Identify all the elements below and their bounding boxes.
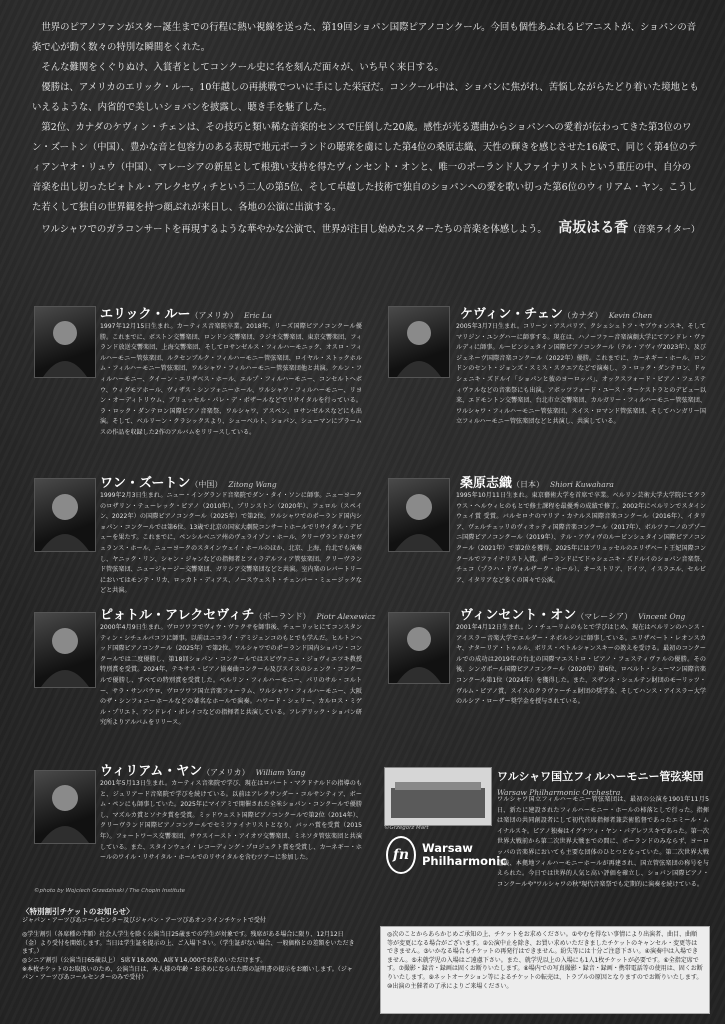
photo-credit: ©photo by Wojciech Grzedzinski / The Chopin Institute [34,888,186,894]
general-notice-box: ◎次のことからあらかじめご承知の上、チケットをお求めください。①やむを得ない事情により出演者、曲目、曲順等が変更になる場合がございます。②公演中止を除き、お買い求めいただきましたチケットのキャンセル・変更等はできません。③いかなる場合もチケットの再発行はできません。紛失等には十分ご注意下さい。④演奏中は入場できません。⑤未就学児の入場はご遠慮下さい。また、就学児以上の入場にも1人1枚チケットが必要です。⑥全指定席です。⑦撮影・録音・録画は固くお断りいたします。⑧場内での写真撮影・録音・録画・携帯電話等の使用は、固くお断りいたします。⑨ネットオークション等によるチケットの転売は、トラブルの原因となりますのでお断りいたします。⑩出演の主催者の了承によりご来場ください。 [380,926,710,1014]
artist-country: （ポーランド） [254,612,311,621]
artist-name-line [100,760,305,779]
artist-bio: 1997年12月15日生まれ。カーティス音楽院卒業。2018年、リーズ国際ピアノコンクール優勝。これまでに、ボストン交響楽団、ロンドン交響楽団、ラジオ交響楽団、東京交響楽団、フィランド放送交響楽団、上海交響楽団、そしてロサンゼルス・フィルハーモニック、オスロ・フィルハーモニー管弦楽団、ルクセンブルク・フィルハーモニー管弦楽団、ロイヤル・ストックホルム・フィルハーモニー管弦楽団、ワルシャワ・フィルハーモニー管弦楽団他と共演。ケルン・フィルハーモニー、クイーン・エリザベス・ホール、エルプ・フィルハーモニー、コンセルトヘボウ、ウィグモアホール、ヴィザス・シンフォニーホール、ワルシャワ・フィルハーモニー、リヨン・オーディトリウム、ブリュッセル・パレ・デ・ボザールなどでリサイタルを行っている。ラ・ロック・ダンテロン国際ピアノ音楽祭、ワルシャワ、アスペン、ロサンゼルスなどにも出演。そして、ベルリーン・クラシックスより、シューベルト、ショパン、シューマンにブラームスの作品を収録した2作のアルバムをリリースしている。 [100,323,362,436]
artist-photo-piotr-alexewicz [34,612,96,688]
artist-photo-shiori-kuwahara [388,478,450,552]
portrait-icon [389,307,449,377]
artist-name: 桑原志織 [460,476,513,491]
artist-roman: Shiori Kuwahara [550,480,614,489]
logo-text [422,842,507,868]
intro-closing-row [32,218,700,240]
artist-bio: 2000年4月9日生まれ。ヴロツワフでヴィウ・ヴァクサを師事後、チューリッヒにてコンスタンティン・シチェルバコフに師事。以前はニコライ・デミジェンコのもとでも学んだ。ヒルトンヘッド国際ピアノコンクール（2025年）で第2位。ワルシャワでのポーランド国内ショパン・コンクールでは二度優勝し、第18回ショパン・コンクールではスピヴァニュ・ジョヴィエツキ教授特別賞を受賞。2024年、テキサス・ピアノ協奏曲コンクール及びスイスのシェンク・コンクールで優勝し、すべての特別賞を受賞した。ベルリン・フィルハーモニー、パリのサル・コルトー、サラ・サンパウロ、ヴロツワフ国立音楽フォーラム、ワルシャワ・フィルハーモニー、大阪のザ・シンフォニーホールなどの著名なホールで演奏。ハワード・シェリー、カルロス・ミゲル・プリエト、アンドレイ・ボレイコなどの指揮者と共演している。フレデリック・ショパン研究所よりアルバムをリリース。 [100,624,362,727]
artist-bio: 2001年5月13日生まれ。カーティス音楽院で学び、現在はロバート・マクドナルドの指導のもと、ジュリアード音楽院で学びを続けている。以前はアレクサンダー・コルサンティア、ボーム・ペンにも師事していた。2025年にマイアミで開催された全米ショパン・コンクールで優勝し、マズルカ賞とソナタ賞を受賞。ミッドウェスト国際ピアノコンクールで第2位（2014年）、クリーヴランド国際ピアノコンクールでセミファイナリストとなり、バッハ賞を受賞（2015年）。フォートワース交響楽団、サウスイースト・アイオワ交響楽団、ミネソタ管弦楽団と共演している。また、スタインウェイ・レコーディング・プロジェクト賞を受賞し、カーネギー・ホールのワイル・リサイタル・ホールでのリサイタルを含むツアーに参加した。 [100,780,362,862]
portrait-icon [35,771,95,843]
artist-name: ウィリアム・ヤン [100,764,203,779]
intro-paragraph: そんな難関をくぐりぬけ、入賞者としてコンクール史に名を刻んだ面々が、いち早く来日する。 [41,62,444,73]
artist-name-line [460,604,685,623]
artist-roman: Zitong Wang [228,480,277,489]
artist-name: ケヴィン・チェン [460,307,563,322]
intro-closing: ワルシャワでのガラコンサートを再現するような華やかな公演で、世界が注目し始めたスターたちの音楽を体感しよう。 [41,224,547,235]
portrait-icon [35,479,95,551]
warsaw-philharmonic-logo [386,836,507,874]
artist-country: （カナダ） [562,311,603,320]
artist-bio: 2001年4月12日生まれ。ン・チューリムのもとで学びはじめ、現在はベルリンのハンス・アイスラー音楽大学でエルダー・ネボルシンに師事している。エリザベート・レオンスカヤ、ナターリア・トゥルル、ボリス・ペトルシャンスキーの教えを受ける。最初のコンクールでの成功は2019年の台北の国際マエストロ・ピアノ・フェスティヴァルの優勝。その後、シンガポール国際ピアノコンクール（2020年）第6位、ロベルト・シューマン国際音楽コンクール第1位（2024年）を獲得した。また、スザンネ・シュルテン財団のモーリッツ・ヴルム・ピアノ賞、スイスのクラヴァーチェ財団の奨学金、そしてハンス・アイスラー大学のルシア・ローザー奨学金を授与されている。 [456,624,706,706]
artist-name-line [100,604,375,623]
artist-photo-vincent-ong [388,612,450,684]
portrait-icon [35,307,95,377]
artist-country: （マレーシア） [576,612,633,621]
fn-logo-icon: fn [386,836,416,874]
artist-roman: Piotr Alexewicz [316,612,376,621]
artist-roman: Kevin Chen [608,311,653,320]
artist-roman: Vincent Ong [638,612,686,621]
ticket-notice-line: ※本枚チケットのお取扱いのため、公演当日は、本人様の年齢・お求めになられた際の証明書の提示をお願いします。（ジャパン・アーツぴあコールセンターのみで受付） [22,965,353,982]
artist-bio: 1999年2月3日生まれ。ニュー・イングランド音楽院でダン・タイ・ソンに師事。ニューヨークのロザリン・テューレック・ピアノ（2010年）、プリンストン（2020年）、フェロル（スペイン、2022年）の国際ピアノコンクール（2025年）で第2位。ワルシャワでのポーランド国内ショパン・コンクールでは第6位。13歳で北京の国家大劇院コンサートホールでリサイタル・デビューを果たす。これまでに、ペンシルベニア州のヴェライゾン・ホール、クリーヴランドのセヴェランス・ホール、ニューヨークのスタインウェイ・ホールのほか、北京、上海、台北でも演奏し、ヤニック・リン、シャン・ジャンなどの指揮者とフィラデルフィア管弦楽団、クリーヴランド管弦楽団、ニュージャージー交響楽団、ガリシア交響楽団などと共演。室内楽のレパートリーにおいてはモンテ・リカ、ロッカト・ディアス、ノースウェスト・チェンバー・ミュージックなどと共演。 [100,492,362,595]
artist-name: エリック・ルー [100,307,191,322]
orchestra-roman: Warsaw Philharmonic Orchestra [497,788,621,797]
logo-line: Warsaw [422,841,473,855]
intro-paragraph: 世界のピアノファンがスター誕生までの行程に熱い視線を送った、第19回ショパン国際ピアノコンクール。今回も個性あふれるピアニストが、ショパンの音楽で心が動く数々の特別な瞬間をくれた。 [32,22,697,53]
ticket-notice-line: ◎シニア割引（公演当日65歳以上） S席￥18,000、A席￥14,000でお求めいただけます。 [22,956,267,964]
artist-name-line [100,303,272,322]
artist-country: （アメリカ） [190,311,238,320]
artist-country: （日本） [512,480,545,489]
orchestra-name: ワルシャワ国立フィルハーモニー管弦楽団 [497,770,704,783]
artist-country: （アメリカ） [202,768,250,777]
artist-roman: Eric Lu [243,311,272,320]
artist-bio: 1995年10月11日生まれ。東京藝術大学を首席で卒業。ベルリン芸術大学大学院にてクラウス・ヘルウィヒのもとで修士課程を最優秀の成績で修了。2002年にベルリンでスタインウェイ賞 受賞。バルセロナのマリア・カナルス国際音楽コンクール（2016年）、イタリア、ヴェルチェッリのヴィオッティ国際音楽コンクール（2017年）、ボルツァーノのブゾーニ国際ピアノコンクール（2019年）、テル・アヴィヴのルービンシュタイン国際ピアノコンクール（2021年）で第2位を獲得。2025年にはブリュッセルのエリザベート王妃国際コンクールでファイナリスト入賞。ポーランドにてドゥシュニキ・ズドルイのショパン音楽祭、チェコ（プラハ・ドヴォルザーク・ホール）、オーストリア、ドイツ、イスラエル、セルビア、イタリアなど多くの国々で公演。 [456,492,706,584]
author-role: （音楽ライター） [628,225,700,235]
orchestra-bio: ワルシャワ国立フィルハーモニー管弦楽団は、最初の公演を1901年11月5日、新たに建設されたフィルハーモニー・ホールの柿落としで行った。指揮は楽団の共同創設者にして初代首席指揮者兼芸術監督であったエミール・ムイナルスキ。ピアノ独奏はイグナツィ・ヤン・パデレフスキであった。第一次世界大戦前から第二次世界大戦までの間に、ポーランドのみならず、ヨーロッパの音楽界においても主要な団体のひとつとなっていた。第二次世界大戦直後、本拠地フィルハーモニーホールが再建され、国立管弦楽団の称号を与えられた。今日では世界的人気と高い評価を確立し、ショパン国際ピアノ・コンクールや"ワルシャワの秋"現代音楽祭でも定期的に演奏を続けている。 [497,796,709,888]
portrait-icon [389,479,449,551]
ticket-notice-line: ◎学生割引（各席種の半額）社会人学生を除く公演当日25歳までの学生が対象です。残席がある場合に限り、12月12日（金）より受付を開始します。当日は学生証を提示の上、ご入場下さい。（学生証がない場合、一般価格との差額をいただきます。） [22,931,355,956]
author-name: 高坂はる香 [558,220,629,236]
artist-name-line [460,472,614,491]
orchestra-photo [384,767,492,826]
intro-paragraph: 第2位、カナダのケヴィン・チェンは、その技巧と類い稀な音楽的センスで圧倒した20歳。感性が光る選曲からショパンへの愛着が伝わってきた第3位のワン・ズートン（中国）、豊かな音と包容力のある表現で地元ポーランドの聴衆を虜にした第4位の桑原志織、天性の輝きを感じさせた16歳で、同じく第4位のティアンヤオ・リュウ（中国）、マレーシアの新星として根強い支持を得たヴィンセント・オンと、唯一のポーランド人ファイナリストという重圧の中、自分の音楽を出し切ったピォトル・アレクセヴィチという二人の第5位、そして卓越した技術で独自のショパンへの愛を歌い切った第6位のウィリアム・ヤン。こうした若くして独自の世界観を持つ顔ぶれが来日し、各地の公演に出演する。 [32,122,698,213]
logo-line: Philharmonic [422,854,507,868]
intro-paragraph: 優勝は、アメリカのエリック・ルー。10年越しの再挑戦でついに手にした栄冠だ。コンクール中は、ショパンに焦がれ、苦悩しながらたどり着いた境地ともいえるような、内省的で美しいショパンを披露し、聴き手を魅了した。 [32,82,699,113]
artist-photo-kevin-chen [388,306,450,378]
artist-name: ピォトル・アレクセヴィチ [100,608,255,623]
artist-photo-zitong-wang [34,478,96,552]
ticket-notice-title: 〈特別割引チケットのお知らせ〉 [22,907,134,916]
portrait-icon [35,613,95,687]
ticket-notice [22,908,357,1014]
artist-name: ヴィンセント・オン [460,608,577,623]
artist-photo-eric-lu [34,306,96,378]
artist-name-line [460,303,652,322]
artist-roman: William Yang [255,768,306,777]
intro-text [32,18,700,240]
artist-country: （中国） [190,480,223,489]
ticket-notice-subtitle: ジャパン・アーツぴあコールセンター及びジャパン・アーツぴあオンラインチケットで受付 [22,916,266,924]
author-signature [558,218,700,240]
artist-photo-william-yang [34,770,96,844]
orchestra-photo-icon [385,768,491,825]
portrait-icon [389,613,449,683]
artist-bio: 2005年3月7日生まれ。コリーン・アスバリア、クシュシュトフ・ヤブウォンスキ、そしてマリジン・ユングハーに師事する。現在は、ハノーファー音楽演劇大学にてアンドレ・ヴァルディに師事。ルービンシュタイン国際ピアノコンクール（テル・アヴィヴ2023年）、及びジュネーヴ国際音楽コンクール（2022年）優勝。これまでに、カーネギー・ホール、ロンドンのセント・ジョンズ・スミス・スクエアなどで演奏し、ラ・ロック・ダンテロン、ドゥシュニキ・ズドルイ「ショパンと彼のヨーロッパ」、オックスフォード・ピアノ・フェスティヴァルなどの音楽祭にも出演。アボッツフォード・ユース・オーケストラとのデビュー以来、エドモントン交響楽団、台北市立交響楽団、カルガリー・フィルハーモニー管弦楽団、ワルシャワ・フィルハーモニー管弦楽団、スイス・ロマンド管弦楽団、そしてハンガリー国立フィルハーモニー管弦楽団などと共演し、共演している。 [456,323,706,426]
orchestra-photo-credit: ©Grzegorz Mart [384,825,429,831]
artist-name: ワン・ズートン [100,476,191,491]
artist-name-line [100,472,277,491]
